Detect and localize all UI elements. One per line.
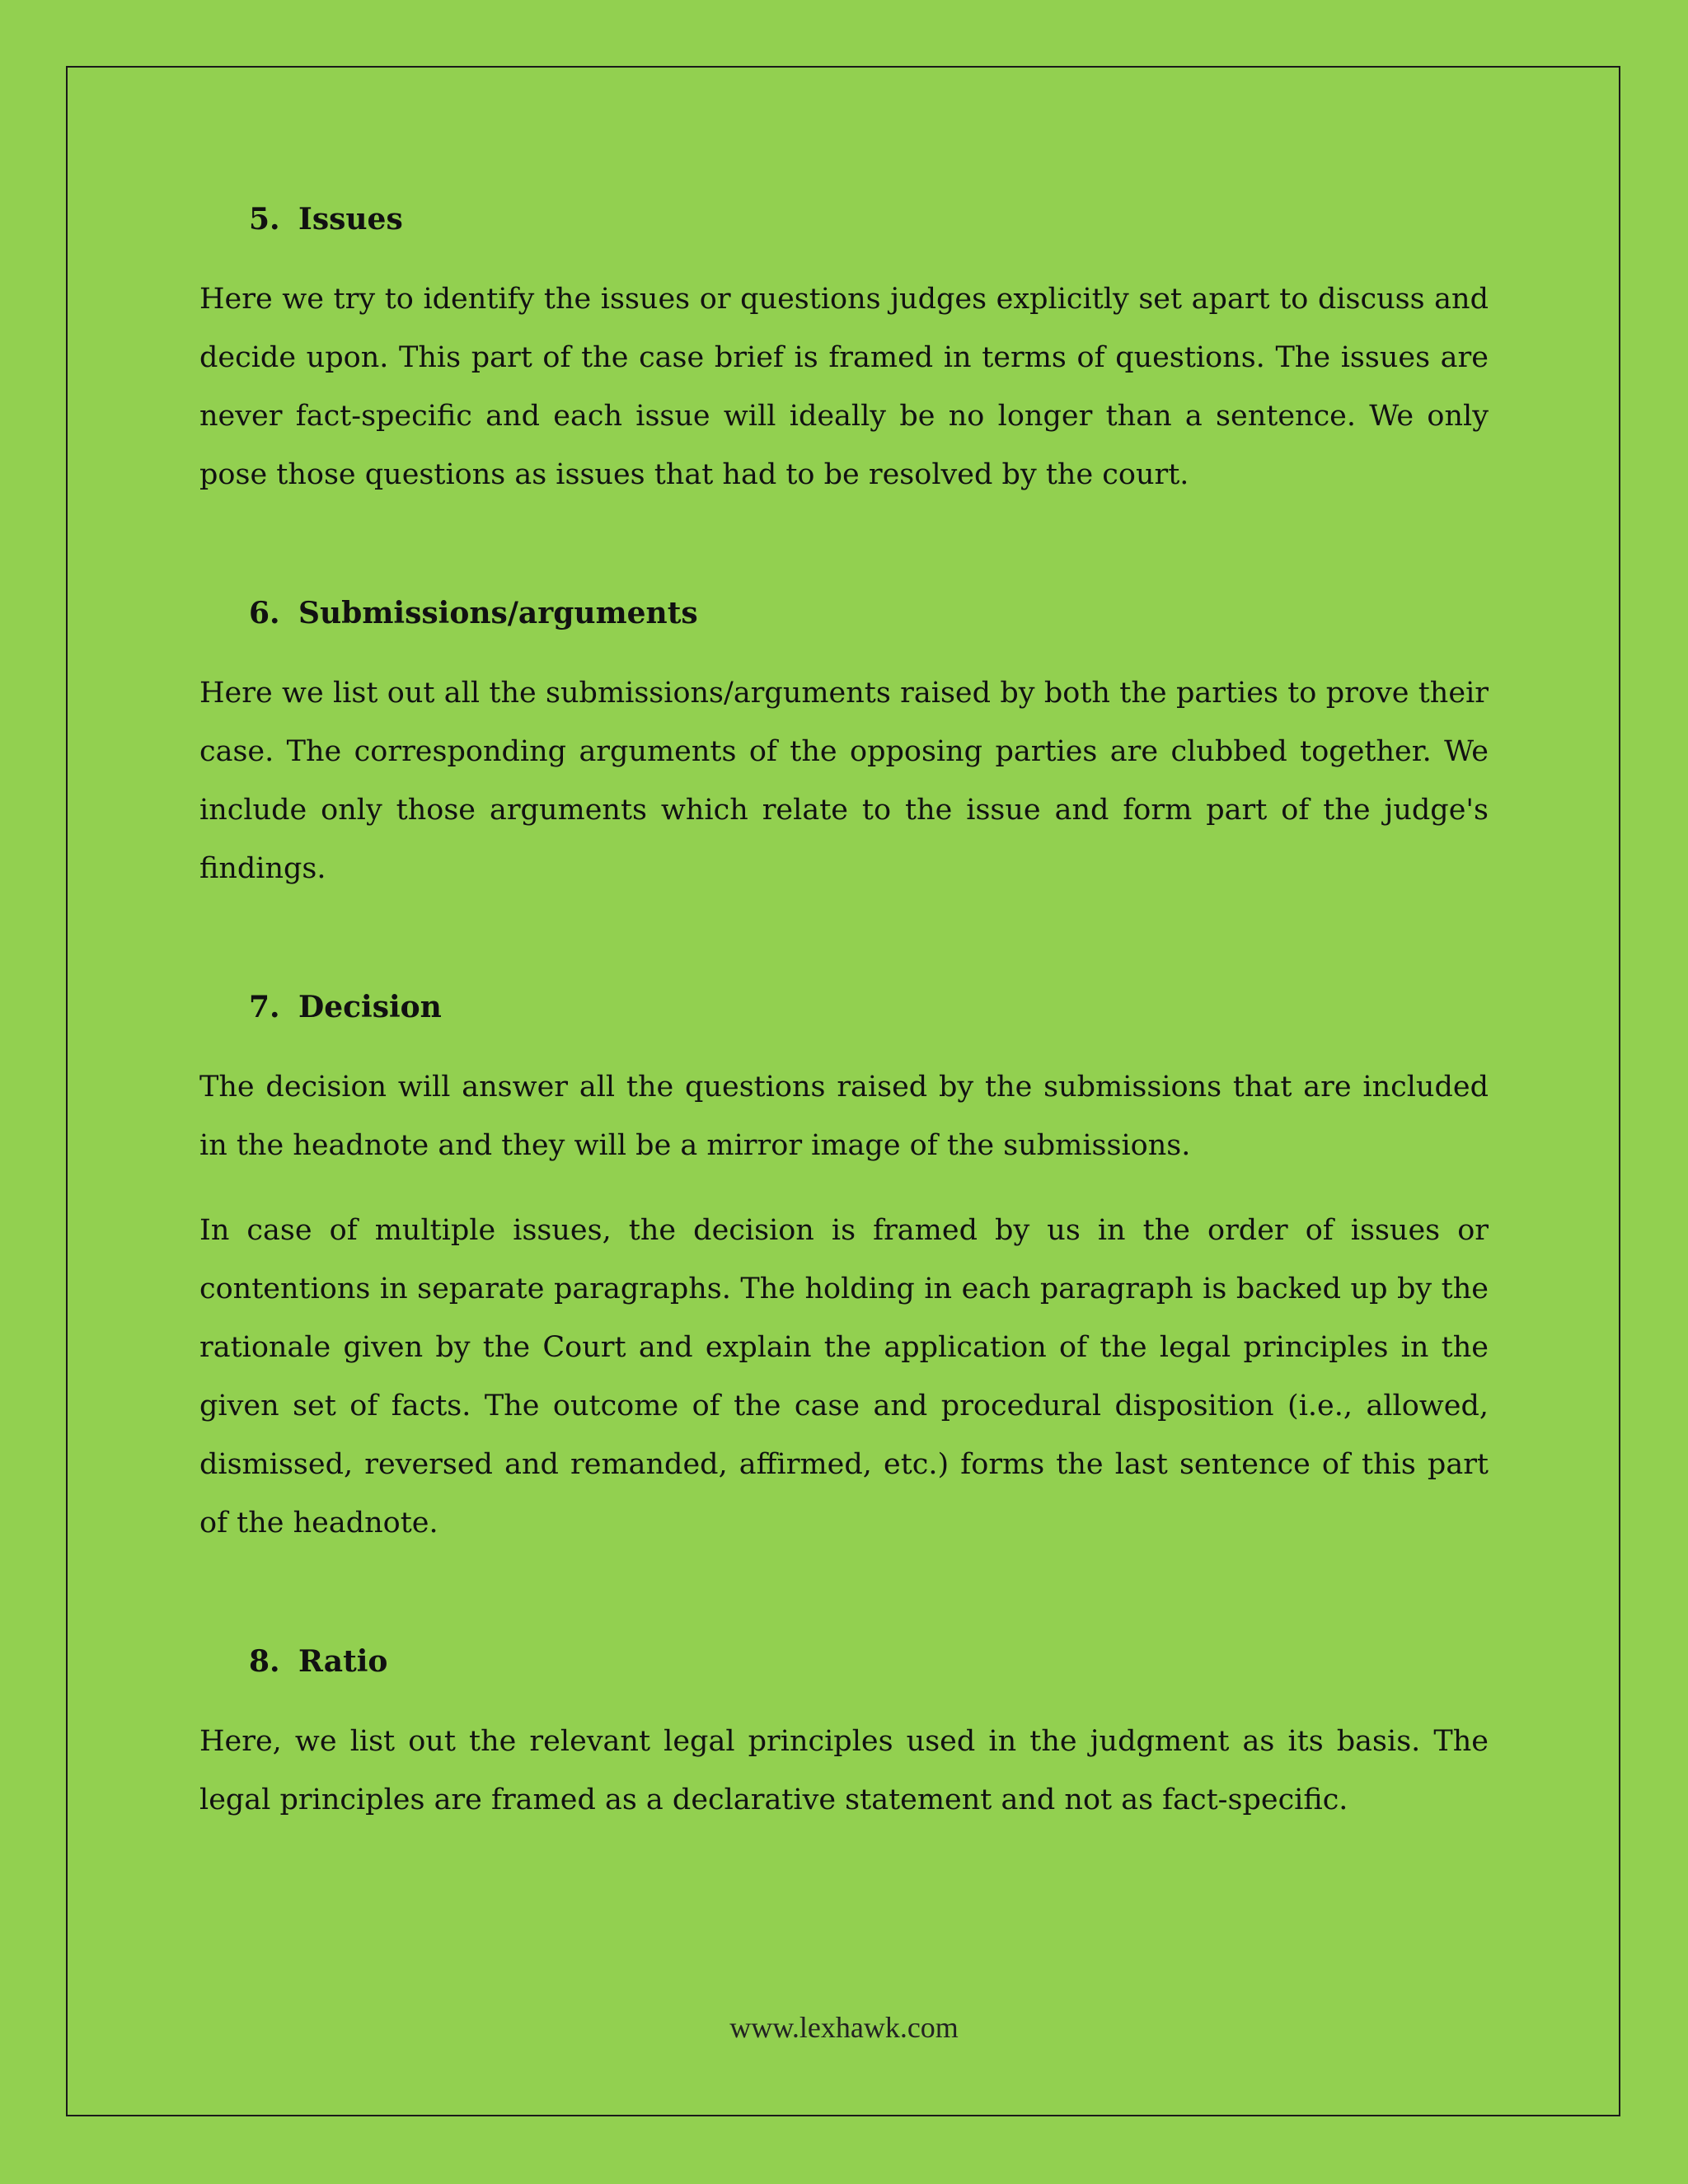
section-title: Decision (298, 990, 442, 1024)
section-number: 8. (249, 1644, 280, 1679)
section-issues (199, 190, 1489, 504)
section-submissions (199, 583, 1489, 898)
section-heading (249, 190, 1489, 249)
section-number: 7. (249, 990, 280, 1024)
section-title: Ratio (298, 1644, 388, 1679)
paragraph: Here we list out all the submissions/arguments raised by both the parties to prove their case. The corresponding arguments of the opposing parties are clubbed together. We include only those arguments which relate to the issue and form part of the judge's findings. (199, 677, 1489, 885)
paragraph: Here, we list out the relevant legal principles used in the judgment as its basis. The legal principles are framed as a declarative statement and not as fact-specific. (199, 1725, 1489, 1816)
paragraph: Here we try to identify the issues or questions judges explicitly set apart to discuss and decide upon. This part of the case brief is framed in terms of questions. The issues are never fact-specific and each issue will ideally be no longer than a sentence. We only pose those questions as issues that had to be resolved by the court. (199, 283, 1489, 491)
section-decision (199, 977, 1489, 1553)
section-number: 6. (249, 596, 280, 630)
section-number: 5. (249, 202, 280, 237)
document-body (199, 190, 1489, 1909)
paragraph: In case of multiple issues, the decision is framed by us in the order of issues or contentions in separate paragraphs. The holding in each paragraph is backed up by the rationale given by the Court and explain the application of the legal principles in the given set of facts. The outcome of the case and procedural disposition (i.e., allowed, dismissed, reversed and remanded, affirmed, etc.) forms the last sentence of this part of the headnote. (199, 1214, 1489, 1540)
section-title: Issues (298, 202, 403, 237)
section-heading (249, 977, 1489, 1037)
section-ratio (199, 1632, 1489, 1830)
footer-website: www.lexhawk.com (729, 2011, 959, 2044)
paragraph: The decision will answer all the questions raised by the submissions that are included in the headnote and they will be a mirror image of the submissions. (199, 1071, 1489, 1162)
section-heading (249, 1632, 1489, 1691)
section-heading (249, 583, 1489, 643)
section-title: Submissions/arguments (298, 596, 698, 630)
